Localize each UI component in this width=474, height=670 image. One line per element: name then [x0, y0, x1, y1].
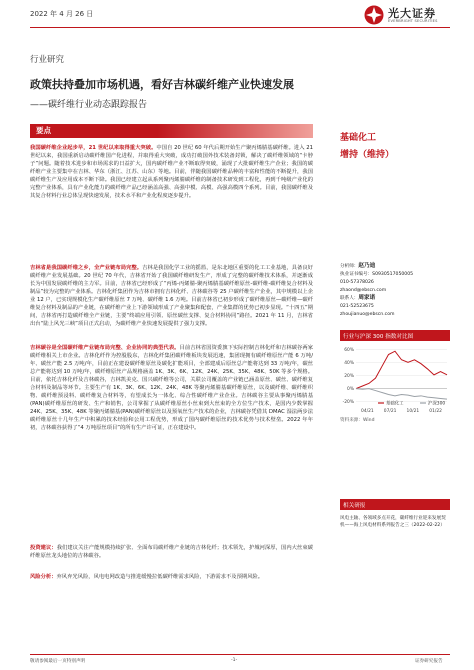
paragraph-lead: 我国碳纤维企业起步早，21 世纪以来取得重大突破。	[30, 145, 157, 151]
chart-title: 行业与沪深 300 指数对比图	[340, 330, 450, 341]
paragraph-jilin-carbon-valley	[30, 344, 313, 433]
everbright-logo-icon	[364, 5, 384, 25]
key-points-label: 要点	[36, 126, 51, 135]
y-tick-label: 60%	[344, 347, 354, 353]
contact-block	[340, 294, 450, 319]
paragraph-lead: 吉林碳谷是全国碳纤维产业链布局完整、企业协同的典型代表。	[30, 345, 180, 351]
analyst-name: 赵乃迪	[358, 263, 376, 269]
paragraph-text: 弃风弃光风险，风电电网改造与推进缓慢拉低碳纤维需求风险，下游需求不及预期风险。	[56, 574, 264, 580]
paragraph-text: 中国自 20 世纪 60 年代后期开始生产聚丙烯腈基碳纤维。进入 21 世纪以来，我国重新启动碳纤维国产化进程，并取得重大突破，成功打破国外技术装备封锁，解决了碳纤维领域的“卡脖子”问题。随着技术进步和市场需求的日益扩大，国内碳纤维产业不断取得突破，涌现了大批碳纤维生产企业；我国的碳纤维产业主要集中在吉林、华东（浙江、江苏、山东）等地。目前，伴随我国碳纤维品种的丰富和性能的不断提升，我国碳纤维生产及应用成本不断下降。我国已经建立起从系列聚丙烯腈碳纤维的制备技术研发到工程化，再到千吨级产业化的完整产业体系，具有产业化能力的碳纤维产品已经涵盖高强、高强中模、高模、高强高模四个系列。目前，我国碳纤维及其复合材料行业总体呈现快速发展，技术水平和产业化程度逐步提升。	[30, 145, 313, 200]
x-tick-label: 01/22	[429, 409, 442, 414]
contact-name: 周家诺	[358, 295, 376, 301]
paragraph-investment-advice	[30, 544, 313, 560]
paragraph-lead: 吉林省是我国碳纤维之乡，全产业链布局完整。	[30, 265, 143, 271]
paragraph-industry-overview	[30, 144, 313, 200]
page-subtitle: ——碳纤维行业动态跟踪报告	[30, 100, 148, 110]
report-type: 行业研究	[30, 55, 65, 65]
footer-doc-type: 证券研究报告	[415, 659, 443, 664]
legend-label: 沪深300	[428, 401, 446, 407]
x-tick-label: 10/21	[406, 409, 420, 414]
related-report-item: 风电主轴、各领域多点开花，碳纤维行业迎来发展契机——海上风电材料系列报告之三（2022-02-22）	[340, 516, 446, 529]
chart-source: 资料来源：Wind	[340, 418, 375, 423]
analyst-block	[340, 262, 450, 295]
contact-email: zhoujianuo@ebscn.com	[340, 312, 395, 317]
paragraph-lead: 风险分析：	[30, 574, 57, 580]
y-tick-label: 40%	[344, 360, 354, 366]
analyst-cert: 执业证书编号：S0930517050005	[340, 272, 414, 277]
footer-divider	[30, 654, 450, 655]
contact-phone: 021-52523675	[340, 304, 374, 309]
paragraph-risk-analysis	[30, 573, 313, 581]
analyst-email: zhaond@ebscn.com	[340, 288, 387, 293]
key-points-bar	[30, 124, 313, 138]
paragraph-jilin-industry	[30, 264, 313, 328]
related-reports-title: 相关研报	[340, 499, 450, 510]
industry-name: 基础化工	[340, 133, 377, 143]
paragraph-text: 吉林是我国化学工业的摇篮，是东北地区重要的化工工业基地，具备良好碳纤维产业发展基础。20 世纪 70 年代，吉林省开始了我国碳纤维研发生产，形成了完整的碳纤维技术体系，并逐渐成长为中国发展碳纤维的主力军。目前，吉林省已经形成了“丙烯-丙烯腈-聚丙烯腈基碳纤维原丝-碳纤维-碳纤维复合材料及制品”较为完整的产业体系。吉林化纤集团作为吉林市拥有吉林化纤、吉林碳谷等 25 户碳纤维生产企业，其中规模以上企业 12 户，已实现规模化生产碳纤维原丝 7 万吨、碳纤维 1.6 万吨。目前吉林省已初步形成了碳纤维原丝—碳纤维—碳纤维复合材料及制品的产业链，在碳纤维产业上下游领域形成了产业聚集和配套，产业集群的优势已初步显现。“十四五”期间，吉林省再打造碳纤维全产业链，主要“终端应用引领、原丝碳丝支撑、复合材料协同”路径。2021 年 11 月，吉林省出台“陆上风光三峡”项目正式启动，为碳纤维产业快速发展提供了强力支撑。	[30, 265, 313, 328]
logo-text: 光大证券	[388, 7, 436, 20]
y-tick-label: 0%	[347, 387, 354, 393]
page-title: 政策扶持叠加市场机遇，看好吉林碳纤维产业快速发展	[30, 78, 294, 91]
legend-label: 基础化工	[386, 401, 404, 407]
paragraph-text: 目前吉林省国资委旗下实际控制吉林化纤和吉林碳谷两家碳纤维相关上市企业。吉林化纤作为控股股东，吉林化纤集团碳纤维板块发展迅速，集团现拥有碳纤维原丝产能 6 万吨/年、碳丝产能 2.5 万吨/年，目前正在建设碳纤维原丝及碳化扩能项目，全部建成后原丝总产能将达到 33 万吨/年，碳丝总产能将达到 10 万吨/年，碳纤维原丝产品规格涵盖 1K、3K、6K、12K、24K、25K、35K、48K、50K 等多个规格。目前，依托吉林化纤及吉林碳谷，吉林凯美克、国兴碳纤维等公司，关联公司覆盖的产业链已涵盖原丝、碳丝、碳纤维复合材料及制品等环节。主要生产有 1K、3K、6K、12K、24K、48K 等聚丙烯腈基碳纤维原丝，以及碳纤维、碳纤维织物、碳纤维预浸料、碳纤维复合材料等，有望成长为一体化、综合性碳纤维产业企业。吉林碳谷主要从事聚丙烯腈基(PAN)碳纤维原丝的研发、生产和销售，公司掌握了从碳纤维原丝小丝束到大丝束的全方位生产技术，是国内少数掌握 24K、25K、35K、48K 等聚丙烯腈基(PAN)碳纤维原丝以及预氧丝生产技术的企业，吉林碳谷凭借其 DMAC 湿法两步法碳纤维原丝十几年生产中积累的技术经验和公用工程优势，形成了国内碳纤维原丝的技术优势与技术壁垒。2022 年年初，吉林碳谷获得了“4 万吨原丝项目”的所有生产许可证，正在建设中。	[30, 345, 313, 432]
analyst-phone: 010-57378026	[340, 280, 374, 285]
rating: 增持（维持）	[340, 150, 395, 160]
series-line	[356, 389, 447, 399]
report-date: 2022 年 4 月 26 日	[30, 10, 94, 18]
header-divider	[30, 27, 450, 28]
paragraph-lead: 投资建议：	[30, 545, 57, 551]
y-tick-label: -20%	[342, 400, 354, 406]
page-number: -1-	[231, 658, 238, 663]
x-tick-label: 07/21	[383, 409, 397, 414]
contact-role: 联系人：	[340, 296, 359, 301]
logo-english-text: EVERBRIGHT SECURITIES	[388, 19, 438, 23]
footer-disclaimer: 敬请参阅最后一页特别声明	[30, 659, 86, 664]
index-comparison-chart	[340, 343, 450, 415]
series-line	[356, 351, 447, 388]
analyst-role: 分析师：	[340, 264, 359, 269]
y-tick-label: 20%	[344, 374, 354, 379]
x-tick-label: 04/21	[361, 409, 374, 414]
paragraph-text: 我们建议关注产能规模持续扩张、全面布局碳纤维产业链的吉林化纤；技术领先，护城河深厚，国内大丝束碳纤维原丝龙头地位的吉林碳谷。	[30, 545, 313, 560]
